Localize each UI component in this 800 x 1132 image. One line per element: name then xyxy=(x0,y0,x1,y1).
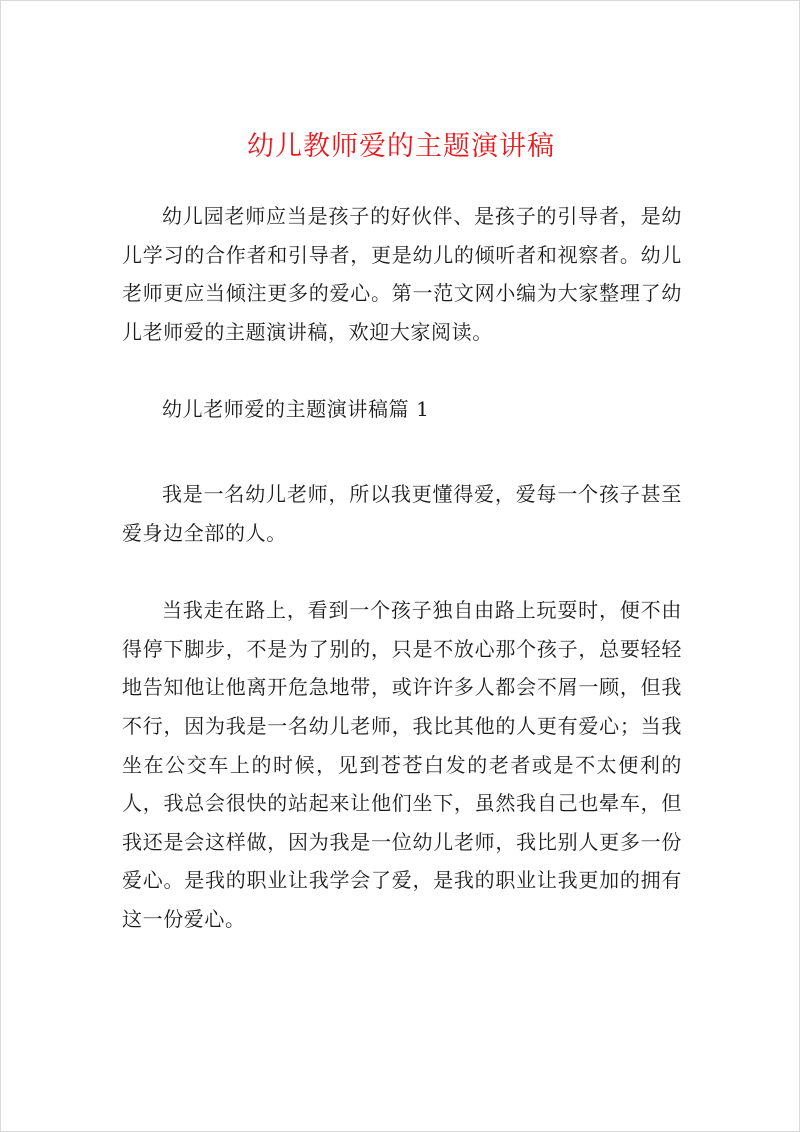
body-paragraph-1: 我是一名幼儿老师，所以我更懂得爱，爱每一个孩子甚至爱身边全部的人。 xyxy=(122,481,682,545)
body-paragraph-2: 当我走在路上，看到一个孩子独自由路上玩耍时，便不由得停下脚步，不是为了别的，只是不放心那个孩子，总要轻轻地告知他让他离开危急地带，或许许多人都会不屑一顾，但我不行，因为我是一名幼儿老师，我比其他的人更有爱心；当我坐在公交车上的时候，见到苍苍白发的老者或是不太便利的人，我总会很快的站起来让他们坐下，虽然我自己也晕车，但我还是会这样做，因为我是一位幼儿老师，我比别人更多一份爱心。是我的职业让我学会了爱，是我的职业让我更加的拥有这一份爱心。 xyxy=(122,598,682,931)
document-body xyxy=(122,197,682,939)
section-heading: 幼儿老师爱的主题演讲稿篇 1 xyxy=(162,397,430,422)
document-title: 幼儿教师爱的主题演讲稿 xyxy=(247,131,555,162)
intro-paragraph: 幼儿园老师应当是孩子的好伙伴、是孩子的引导者，是幼儿学习的合作者和引导者，更是幼儿的倾听者和视察者。幼儿老师更应当倾注更多的爱心。第一范文网小编为大家整理了幼儿老师爱的主题演讲稿，欢迎大家阅读。 xyxy=(122,204,682,344)
